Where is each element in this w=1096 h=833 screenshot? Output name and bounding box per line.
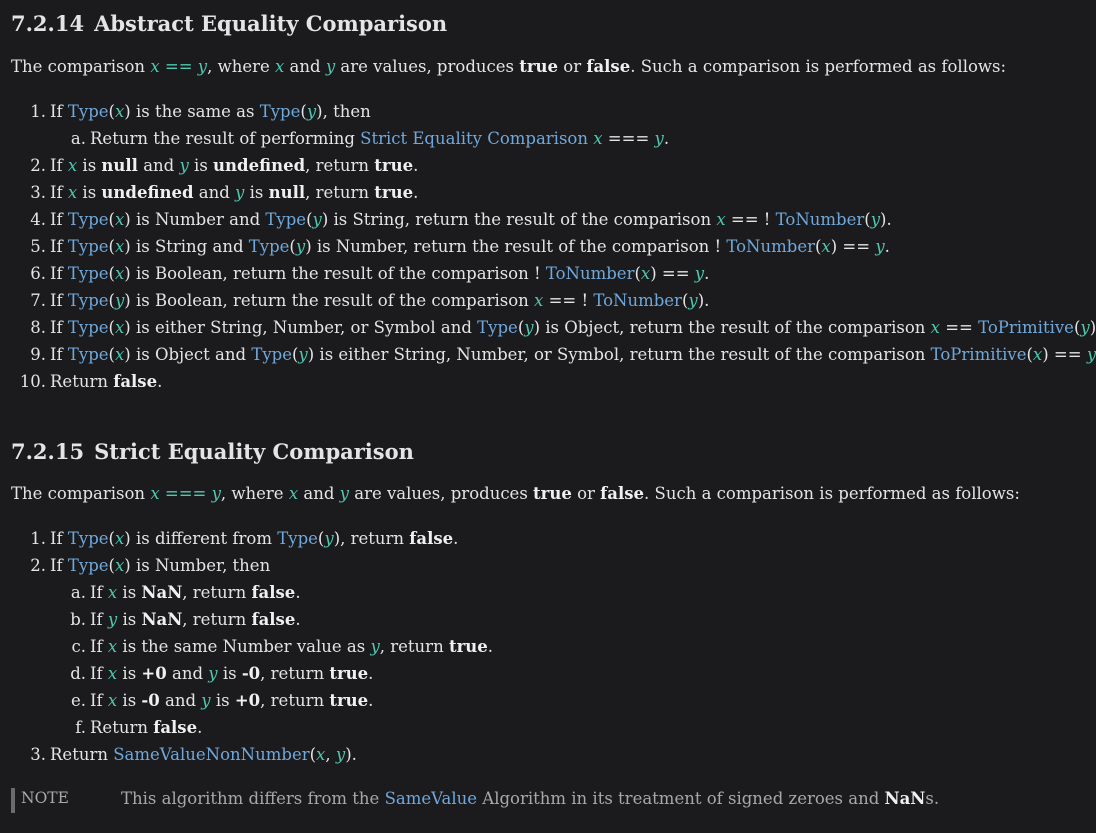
- step-marker: 1.: [30, 529, 46, 548]
- step-marker: c.: [71, 637, 86, 656]
- note-label: NOTE: [21, 789, 69, 807]
- step-text: Return SameValueNonNumber(x, y).: [50, 745, 357, 764]
- var-y: y: [339, 484, 349, 503]
- step-text: If x is +0 and y is -0, return true.: [90, 664, 374, 683]
- step-marker: a.: [70, 129, 86, 148]
- step-7: [30, 291, 710, 310]
- step-2: [30, 556, 271, 575]
- step-2a: [70, 583, 301, 602]
- step-9: [30, 345, 1096, 364]
- step-marker: 6.: [30, 264, 46, 283]
- keyword-true: true: [519, 57, 559, 76]
- step-text: If Type(x) is Object and Type(y) is either String, Number, or Symbol, return the result of the comparison ToPrimitive(x) == y: [50, 345, 1096, 364]
- step-5: [30, 237, 890, 256]
- step-text: If x is undefined and y is null, return true.: [50, 183, 419, 202]
- intro-text: . Such a comparison is performed as follows:: [644, 484, 1020, 503]
- section-heading-strict-equality: [11, 439, 414, 464]
- intro-text: The comparison: [11, 484, 151, 503]
- step-marker: 2.: [30, 156, 46, 175]
- section-number: 7.2.14: [11, 11, 85, 36]
- step-text: If Type(x) is the same as Type(y), then: [50, 102, 371, 121]
- intro-text: The comparison: [11, 57, 151, 76]
- step-marker: 4.: [30, 210, 46, 229]
- step-marker: 3.: [30, 745, 46, 764]
- intro-text: or: [558, 57, 587, 76]
- step-marker: 1.: [30, 102, 46, 121]
- var-x: x: [288, 484, 299, 503]
- keyword-false: false: [600, 484, 645, 503]
- step-6: [30, 264, 710, 283]
- intro-expression: x === y: [150, 484, 221, 503]
- step-text: If Type(x) is String and Type(y) is Number, return the result of the comparison ! ToNumber(x) == y.: [50, 237, 890, 256]
- step-marker: 7.: [30, 291, 46, 310]
- step-2d: [70, 664, 374, 683]
- step-3: [30, 183, 419, 202]
- step-text: Return false.: [50, 372, 163, 391]
- step-text: If Type(x) is different from Type(y), return false.: [50, 529, 459, 548]
- step-marker: d.: [70, 664, 86, 683]
- intro-text: are values, produces: [335, 57, 520, 76]
- var-y: y: [325, 57, 336, 76]
- step-2c: [71, 637, 494, 656]
- keyword-false: false: [586, 57, 631, 76]
- note-text: This algorithm differs from the SameValue Algorithm in its treatment of signed zeroes and NaNs.: [121, 789, 940, 808]
- step-text: If Type(x) is Number, then: [50, 556, 271, 575]
- intro-text: . Such a comparison is performed as follows:: [630, 57, 1007, 76]
- step-2f: [75, 718, 203, 737]
- step-marker: 8.: [30, 318, 46, 337]
- step-text: Return the result of performing Strict Equality Comparison x === y.: [90, 129, 670, 148]
- step-text: If Type(x) is either String, Number, or Symbol and Type(y) is Object, return the result of the comparison x == ToPrimitive(y): [50, 318, 1096, 337]
- step-marker: a.: [70, 583, 86, 602]
- section-intro: [11, 484, 1020, 503]
- section-heading-abstract-equality: [11, 11, 447, 36]
- step-text: If Type(x) is Boolean, return the result of the comparison ! ToNumber(x) == y.: [50, 264, 710, 283]
- intro-text: or: [571, 484, 601, 503]
- step-marker: 5.: [30, 237, 46, 256]
- step-marker: 9.: [30, 345, 46, 364]
- var-x: x: [275, 57, 285, 76]
- keyword-true: true: [533, 484, 572, 503]
- step-marker: b.: [70, 610, 86, 629]
- step-marker: e.: [70, 691, 86, 710]
- intro-text: are values, produces: [348, 484, 534, 503]
- step-text: If Type(x) is Number and Type(y) is String, return the result of the comparison x == ! ToNumber(y).: [50, 210, 892, 229]
- step-2: [30, 156, 419, 175]
- intro-text: , where: [207, 57, 275, 76]
- step-2b: [70, 610, 301, 629]
- step-marker: 10.: [19, 372, 46, 391]
- section-number: 7.2.15: [11, 439, 85, 464]
- intro-text: and: [298, 484, 340, 503]
- step-marker: 3.: [30, 183, 46, 202]
- step-4: [30, 210, 892, 229]
- note-box: [11, 788, 975, 813]
- step-8: [30, 318, 1096, 337]
- step-text: Return false.: [90, 718, 203, 737]
- intro-text: , where: [220, 484, 289, 503]
- step-1: [30, 102, 371, 121]
- step-marker: 2.: [30, 556, 46, 575]
- step-1a: [70, 129, 670, 148]
- step-2e: [70, 691, 374, 710]
- step-text: If Type(y) is Boolean, return the result of the comparison x == ! ToNumber(y).: [50, 291, 710, 310]
- step-marker: f.: [75, 718, 86, 737]
- step-text: If x is NaN, return false.: [90, 583, 301, 602]
- step-text: If y is NaN, return false.: [90, 610, 301, 629]
- step-text: If x is null and y is undefined, return true.: [50, 156, 419, 175]
- step-text: If x is -0 and y is +0, return true.: [90, 691, 374, 710]
- step-10: [19, 372, 163, 391]
- section-title: Abstract Equality Comparison: [94, 11, 448, 36]
- section-intro: [11, 57, 1006, 76]
- intro-text: and: [284, 57, 326, 76]
- step-3: [30, 745, 357, 764]
- step-1: [30, 529, 459, 548]
- step-text: If x is the same Number value as y, return true.: [90, 637, 494, 656]
- intro-expression: x == y: [150, 57, 208, 76]
- section-title: Strict Equality Comparison: [94, 439, 414, 464]
